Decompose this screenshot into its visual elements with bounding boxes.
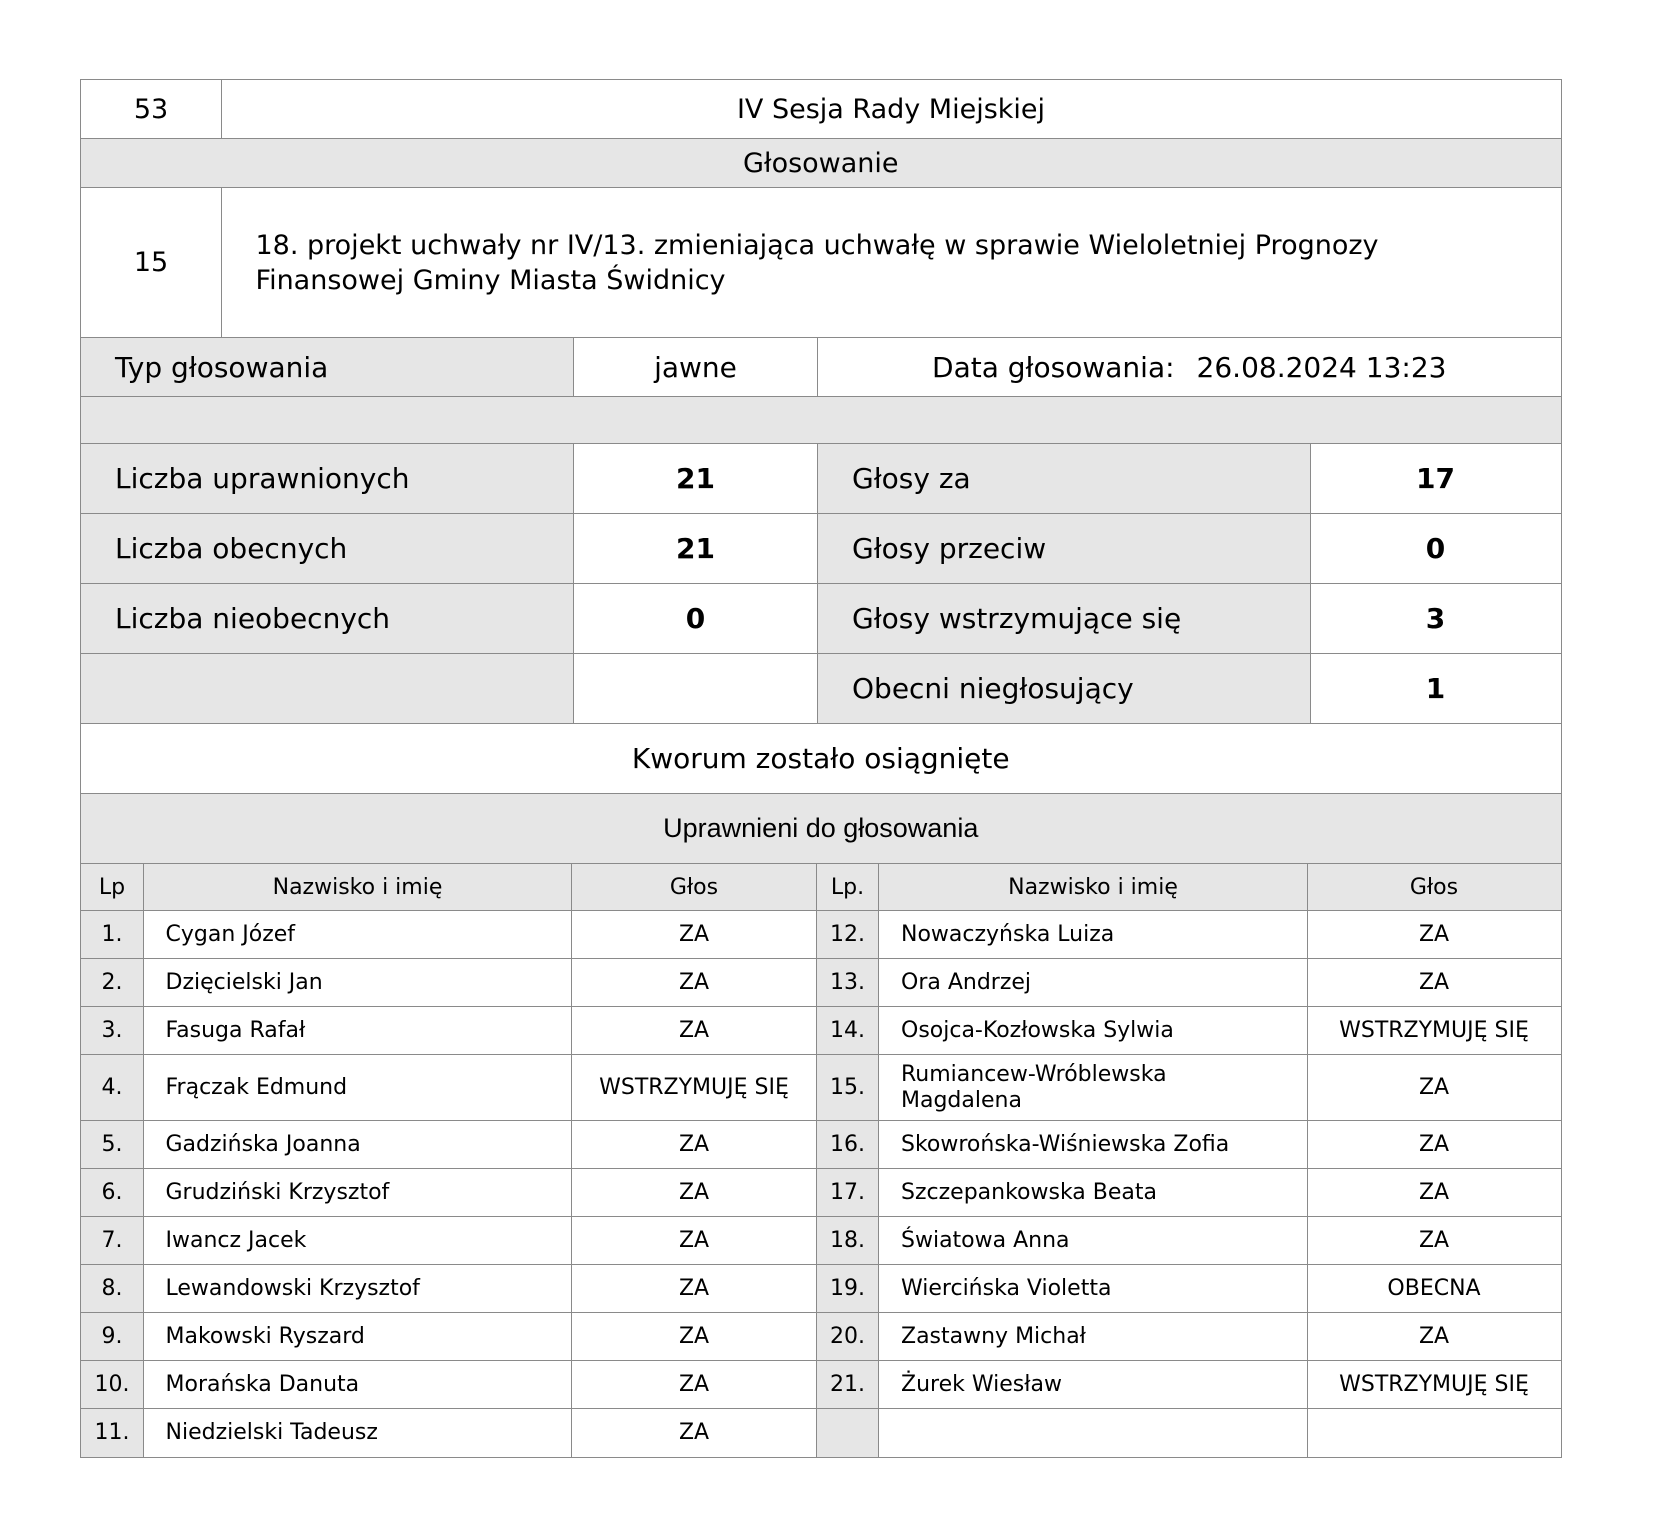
vote-date-label: Data głosowania:	[932, 350, 1175, 384]
voter-name: Cygan Józef	[143, 910, 573, 960]
voter-vote: OBECNA	[1307, 1264, 1562, 1314]
voter-vote: ZA	[571, 1264, 817, 1314]
voter-name: Światowa Anna	[878, 1216, 1308, 1266]
voter-lp	[816, 1408, 880, 1458]
stats-left-value	[573, 653, 819, 725]
voter-lp: 1.	[80, 910, 144, 960]
voter-name: Fasuga Rafał	[143, 1006, 573, 1056]
voter-vote: ZA	[571, 1216, 817, 1266]
voter-vote: ZA	[1307, 1120, 1562, 1170]
voter-row	[80, 1216, 1560, 1264]
voter-name: Nowaczyńska Luiza	[878, 910, 1308, 960]
voter-row	[80, 1054, 1560, 1120]
spacer-row	[80, 396, 1562, 445]
stats-left-value: 21	[573, 513, 819, 585]
session-title: IV Sesja Rady Miejskiej	[221, 79, 1562, 140]
voter-lp: 7.	[80, 1216, 144, 1266]
voter-vote: ZA	[1307, 1312, 1562, 1362]
voter-lp: 3.	[80, 1006, 144, 1056]
voter-vote: ZA	[1307, 1054, 1562, 1122]
voter-row	[80, 1360, 1560, 1408]
voters-table	[80, 910, 1560, 1456]
voters-title: Uprawnieni do głosowania	[80, 793, 1562, 865]
voter-lp: 16.	[816, 1120, 880, 1170]
voter-name: Skowrońska-Wiśniewska Zofia	[878, 1120, 1308, 1170]
voter-name: Zastawny Michał	[878, 1312, 1308, 1362]
voter-lp: 13.	[816, 958, 880, 1008]
voter-lp: 14.	[816, 1006, 880, 1056]
voter-lp: 17.	[816, 1168, 880, 1218]
voter-vote: ZA	[1307, 1168, 1562, 1218]
stats-left-label: Liczba nieobecnych	[80, 583, 574, 655]
item-title-line1: 18. projekt uchwały nr IV/13. zmieniająca uchwałę w sprawie Wieloletniej Prognozy	[255, 229, 1379, 261]
voter-vote: ZA	[1307, 958, 1562, 1008]
stats-right-value: 17	[1310, 443, 1562, 515]
vote-type-value: jawne	[573, 337, 819, 398]
voter-name: Frączak Edmund	[143, 1054, 573, 1122]
voter-lp: 4.	[80, 1054, 144, 1122]
session-number: 53	[80, 79, 222, 140]
quorum-status: Kworum zostało osiągnięte	[80, 723, 1562, 795]
voter-vote: ZA	[1307, 910, 1562, 960]
voter-row	[80, 1264, 1560, 1312]
stats-right-label: Głosy za	[817, 443, 1311, 515]
stats-left-label	[80, 653, 574, 725]
voter-name: Niedzielski Tadeusz	[143, 1408, 573, 1458]
voter-row	[80, 958, 1560, 1006]
voter-lp: 2.	[80, 958, 144, 1008]
voter-lp: 8.	[80, 1264, 144, 1314]
stats-left-value: 0	[573, 583, 819, 655]
voter-vote: ZA	[571, 910, 817, 960]
voter-lp: 20.	[816, 1312, 880, 1362]
stats-right-label: Głosy przeciw	[817, 513, 1311, 585]
stats-row	[80, 653, 1560, 723]
item-number: 15	[80, 187, 222, 339]
item-title	[221, 187, 1562, 339]
voter-row	[80, 1408, 1560, 1456]
voter-name: Ora Andrzej	[878, 958, 1308, 1008]
voter-name: Rumiancew-Wróblewska Magdalena	[878, 1054, 1308, 1122]
voter-name	[878, 1408, 1308, 1458]
vote-date-value: 26.08.2024 13:23	[1196, 350, 1447, 384]
stats-table	[80, 443, 1560, 723]
stats-left-label: Liczba uprawnionych	[80, 443, 574, 515]
header-lp-right: Lp.	[816, 863, 880, 912]
stats-right-value: 1	[1310, 653, 1562, 725]
stats-right-label: Obecni niegłosujący	[817, 653, 1311, 725]
voter-row	[80, 1312, 1560, 1360]
voter-row	[80, 1006, 1560, 1054]
voter-vote: WSTRZYMUJĘ SIĘ	[1307, 1006, 1562, 1056]
stats-right-label: Głosy wstrzymujące się	[817, 583, 1311, 655]
header-lp-left: Lp	[80, 863, 144, 912]
voter-name: Szczepankowska Beata	[878, 1168, 1308, 1218]
stats-row	[80, 583, 1560, 653]
voter-name: Osojca-Kozłowska Sylwia	[878, 1006, 1308, 1056]
voter-vote: ZA	[571, 958, 817, 1008]
voter-name: Żurek Wiesław	[878, 1360, 1308, 1410]
header-name-right: Nazwisko i imię	[878, 863, 1308, 912]
voter-name: Grudziński Krzysztof	[143, 1168, 573, 1218]
header-name-left: Nazwisko i imię	[143, 863, 573, 912]
voter-vote	[1307, 1408, 1562, 1458]
voter-name: Dzięcielski Jan	[143, 958, 573, 1008]
vote-date	[817, 337, 1562, 398]
voter-vote: ZA	[571, 1360, 817, 1410]
voter-lp: 6.	[80, 1168, 144, 1218]
voter-lp: 11.	[80, 1408, 144, 1458]
voter-vote: WSTRZYMUJĘ SIĘ	[571, 1054, 817, 1122]
header-vote-left: Głos	[571, 863, 817, 912]
vote-type-label: Typ głosowania	[80, 337, 574, 398]
voter-vote: ZA	[571, 1120, 817, 1170]
stats-right-value: 3	[1310, 583, 1562, 655]
voter-vote: ZA	[571, 1312, 817, 1362]
voter-lp: 5.	[80, 1120, 144, 1170]
voter-name: Morańska Danuta	[143, 1360, 573, 1410]
voter-vote: WSTRZYMUJĘ SIĘ	[1307, 1360, 1562, 1410]
voter-name: Makowski Ryszard	[143, 1312, 573, 1362]
header-vote-right: Głos	[1307, 863, 1562, 912]
voter-row	[80, 1168, 1560, 1216]
voter-name: Wiercińska Violetta	[878, 1264, 1308, 1314]
voter-row	[80, 1120, 1560, 1168]
voter-lp: 12.	[816, 910, 880, 960]
voter-row	[80, 910, 1560, 958]
stats-row	[80, 513, 1560, 583]
voter-name: Lewandowski Krzysztof	[143, 1264, 573, 1314]
voter-name: Iwancz Jacek	[143, 1216, 573, 1266]
voter-lp: 15.	[816, 1054, 880, 1122]
voter-vote: ZA	[571, 1006, 817, 1056]
voter-vote: ZA	[571, 1408, 817, 1458]
voter-lp: 10.	[80, 1360, 144, 1410]
voter-vote: ZA	[1307, 1216, 1562, 1266]
voter-vote: ZA	[571, 1168, 817, 1218]
stats-row	[80, 443, 1560, 513]
item-title-line2: Finansowej Gminy Miasta Świdnicy	[255, 264, 726, 296]
stats-right-value: 0	[1310, 513, 1562, 585]
voter-lp: 9.	[80, 1312, 144, 1362]
voter-lp: 19.	[816, 1264, 880, 1314]
voter-name: Gadzińska Joanna	[143, 1120, 573, 1170]
voting-report	[80, 79, 1560, 1456]
stats-left-value: 21	[573, 443, 819, 515]
section-title: Głosowanie	[80, 138, 1562, 189]
voter-lp: 21.	[816, 1360, 880, 1410]
stats-left-label: Liczba obecnych	[80, 513, 574, 585]
voter-lp: 18.	[816, 1216, 880, 1266]
